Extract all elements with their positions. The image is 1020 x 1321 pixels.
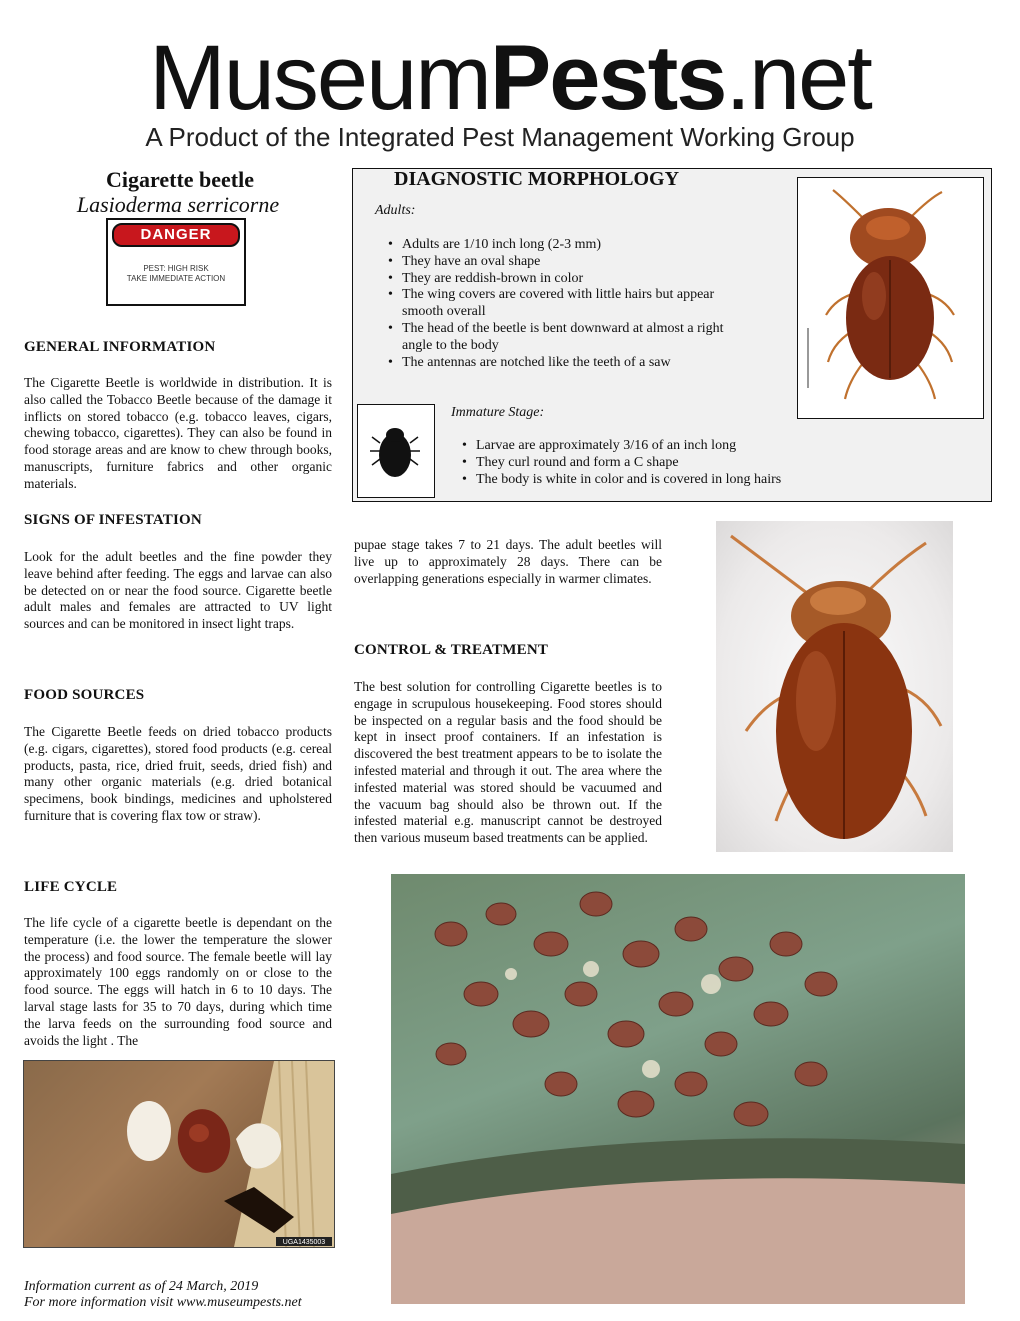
immature-label: Immature Stage: <box>451 405 545 420</box>
beetle-closeup-photo <box>716 521 953 852</box>
food-text: The Cigarette Beetle feeds on dried tobacco products (e.g. cigars, cigarettes), stored food products (e.g. cereal products, pasta, rice, dried fruit, seeds, dried fish) and many other organic materials (e.g. dried botanical specimens, book bindings, medicines and upholstered furniture that is covering flax tow or straw). <box>24 724 332 823</box>
control-heading: CONTROL & TREATMENT <box>354 642 549 658</box>
footer-link[interactable]: For more information visit www.museumpests.net <box>24 1295 302 1310</box>
adults-list <box>386 237 756 371</box>
food-heading: FOOD SOURCES <box>24 687 145 703</box>
danger-sign <box>106 218 246 306</box>
logo-text-pests: Pests <box>489 27 726 129</box>
adults-item: • The head of the beetle is bent downward at almost a right angle to the body <box>386 321 756 355</box>
lifecycle-continued: pupae stage takes 7 to 21 days. The adult beetles will live up to approximately 28 days. There can be overlapping generations especially in warmer climates. <box>354 537 662 586</box>
general-text: The Cigarette Beetle is worldwide in distribution. It is also called the Tobacco Beetle because of the damage it inflicts on stored tobacco (e.g. tobacco leaves, cigars, chewing tobacco, cigarettes). They can also be found in food storage areas and are know to chew through books, manuscripts, furniture fabrics and other organic materials. <box>24 375 332 491</box>
adults-item: • The antennas are notched like the teeth of a saw <box>386 355 756 372</box>
signs-text: Look for the adult beetles and the fine powder they leave behind after feeding. The eggs and larvae can also be detected on or near the food source. Cigarette beetle adult males and females are attracted to UV light sources and can be monitored in insect light traps. <box>24 549 332 632</box>
larva-photo <box>357 404 435 498</box>
footer-date: Information current as of 24 March, 2019 <box>24 1279 259 1294</box>
adults-item: • They have an oval shape <box>386 254 756 271</box>
adults-item: • They are reddish-brown in color <box>386 271 756 288</box>
adults-item: • The wing covers are covered with little hairs but appear smooth overall <box>386 287 756 321</box>
immature-list <box>460 438 980 488</box>
scientific-name: Lasioderma serricorne <box>76 192 280 217</box>
logo-text-net: .net <box>725 27 871 129</box>
adult-beetle-photo <box>797 177 984 419</box>
photo-id: UGA1435003 <box>282 1239 326 1246</box>
site-logo <box>0 28 1020 128</box>
infestation-photo <box>391 874 965 1304</box>
larvae-photo <box>23 1060 335 1248</box>
tagline: A Product of the Integrated Pest Management Working Group <box>145 122 855 152</box>
danger-label: DANGER <box>112 223 240 247</box>
common-name: Cigarette beetle <box>105 167 255 192</box>
general-heading: GENERAL INFORMATION <box>24 339 216 355</box>
immature-item: • The body is white in color and is covered in long hairs <box>460 472 980 489</box>
adults-item: • Adults are 1/10 inch long (2-3 mm) <box>386 237 756 254</box>
logo-text-museum: Museum <box>149 27 490 129</box>
control-text: The best solution for controlling Cigarette beetles is to engage in scrupulous housekeeping. Food stores should be inspected on a regular basis and the food should be kept in insect proof containers. If an infestation is discovered the best treatment appears to be to isolate the infested material and through it out. The area where the infested material was stored should be vacuumed and the vacuum bag should also be thrown out. If the infested material e.g. manuscript cannot be destroyed then various museum based treatments can be applied. <box>354 679 662 846</box>
immature-item: • Larvae are approximately 3/16 of an inch long <box>460 438 980 455</box>
immature-item: • They curl round and form a C shape <box>460 455 980 472</box>
adults-label: Adults: <box>375 203 416 218</box>
danger-line1: PEST: HIGH RISK <box>143 264 209 273</box>
lifecycle-text: The life cycle of a cigarette beetle is dependant on the temperature (i.e. the lower the temperature the slower the process) and food source. The female beetle will lay approximately 100 eggs randomly on or close to the food source. The eggs will hatch in 6 to 10 days. The larval stage lasts for 35 to 70 days, during which time the larva feeds on the surrounding food source and avoids the light . The <box>24 915 332 1048</box>
morphology-heading: DIAGNOSTIC MORPHOLOGY <box>394 168 680 190</box>
lifecycle-heading: LIFE CYCLE <box>24 879 118 895</box>
signs-heading: SIGNS OF INFESTATION <box>24 512 202 528</box>
danger-line2: TAKE IMMEDIATE ACTION <box>126 274 226 283</box>
